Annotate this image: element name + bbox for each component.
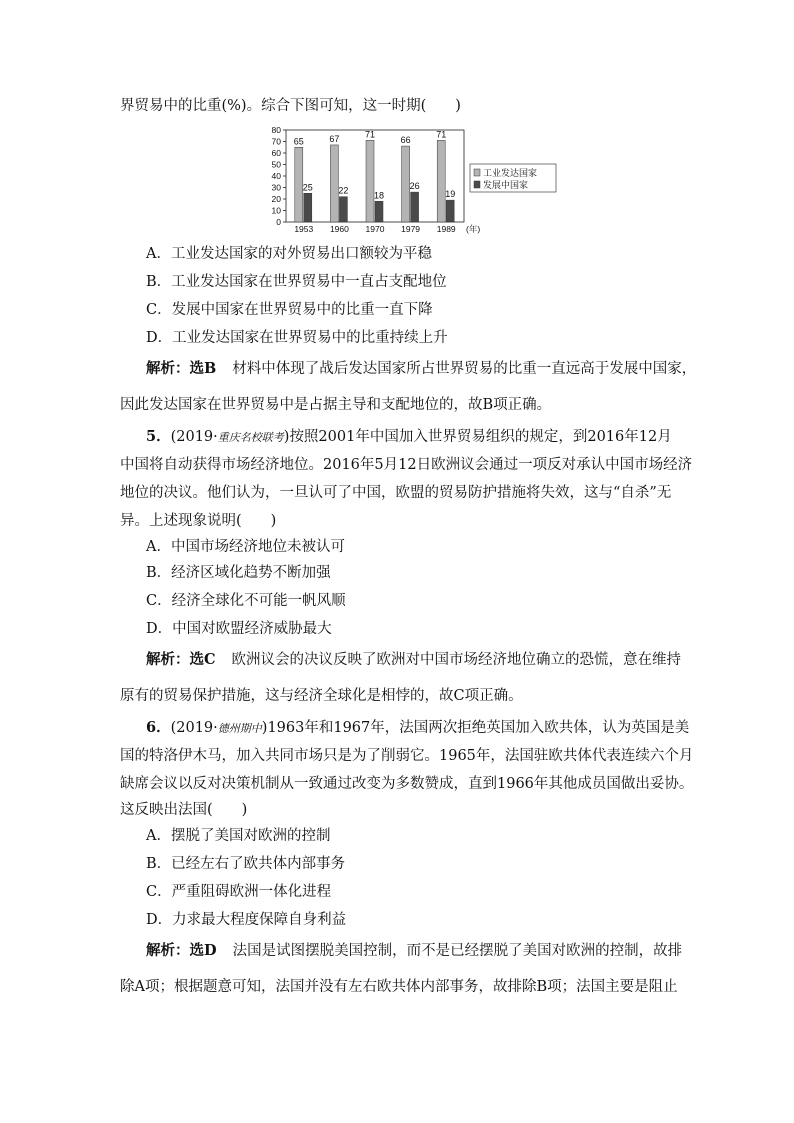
q5-analysis-line2: 原有的贸易保护措施，这与经济全球化是相悖的，故C项正确。 [120, 688, 523, 704]
q4-analysis-label: 解析：选B [146, 360, 217, 377]
q6-option-a: A．摆脱了美国对欧洲的控制 [146, 828, 331, 844]
q6-stem2: 国的特洛伊木马，加入共同市场只是为了削弱它。1965年，法国驻欧共体代表连续六个月 [120, 748, 694, 764]
y-tick-label: 40 [271, 171, 281, 181]
bar [339, 197, 347, 222]
bar [295, 147, 303, 222]
q6-stem1: 1963年和1967年，法国两次拒绝英国加入欧共体，认为英国是美 [267, 720, 690, 736]
q6-number: 6． [146, 719, 171, 736]
q6-option-d: D．力求最大程度保障自身利益 [146, 912, 347, 928]
x-tick-label: 1953 [294, 224, 314, 234]
bar [402, 146, 410, 222]
x-tick-label: 1960 [329, 224, 349, 234]
legend-swatch [474, 181, 480, 188]
x-tick-label: 1989 [436, 224, 456, 234]
bar-value-label: 18 [373, 190, 385, 201]
q4-option-a: A．工业发达国家的对外贸易出口额较为平稳 [146, 246, 432, 262]
q6-analysis-line1: 法国是试图摆脱美国控制，而不是已经摆脱了美国对欧洲的控制，故排 [232, 943, 683, 959]
bar-value-label: 66 [400, 135, 411, 146]
bar [375, 201, 383, 222]
q4-analysis [146, 359, 696, 379]
q6-stem4: 这反映出法国( ) [120, 802, 248, 818]
q5-source: 重庆名校联考 [217, 431, 284, 444]
q6-source: 德州期中 [217, 722, 262, 735]
bar [366, 140, 374, 222]
q5-option-a: A．中国市场经济地位未被认可 [146, 539, 345, 555]
q5-stem4: 异。上述现象说明( ) [120, 513, 277, 529]
legend-label: 发展中国家 [483, 180, 529, 190]
q6-stem-line1 [146, 718, 689, 739]
q5-year: (2019· [170, 429, 218, 445]
q5-option-c: C．经济全球化不可能一帆风顺 [146, 593, 346, 609]
x-tick-label: 1979 [401, 224, 421, 234]
q4-option-d: D．工业发达国家在世界贸易中的比重持续上升 [146, 330, 448, 346]
q5-analysis [146, 650, 681, 670]
x-tick-label: 1970 [365, 224, 385, 234]
y-tick-label: 70 [271, 136, 281, 147]
q6-option-c: C．严重阻碍欧洲一体化进程 [146, 884, 332, 900]
q5-stem-line1 [146, 427, 672, 448]
q5-source-close: ) [283, 429, 290, 445]
q5-stem1: 按照2001年中国加入世界贸易组织的规定，到2016年12月 [289, 429, 672, 445]
trade-share-chart [262, 124, 562, 240]
q6-option-b: B．已经左右了欧共体内部事务 [146, 856, 346, 872]
bar [330, 145, 338, 222]
q5-option-b: B．经济区域化趋势不断加强 [146, 565, 331, 581]
bar-value-label: 65 [293, 136, 304, 147]
bar-value-label: 25 [302, 182, 313, 193]
q5-stem2: 中国将自动获得市场经济地位。2016年5月12日欧洲议会通过一项反对承认中国市场经济 [120, 457, 693, 473]
q5-analysis-label: 解析：选C [146, 651, 216, 668]
q4-stem: 界贸易中的比重(%)。综合下图可知，这一时期( ) [120, 98, 461, 114]
q4-analysis-line2: 因此发达国家在世界贸易中是占据主导和支配地位的，故B项正确。 [120, 397, 552, 413]
q5-analysis-line1: 欧洲议会的决议反映了欧洲对中国市场经济地位确立的恐慌，意在维持 [231, 652, 682, 668]
q4-option-c: C．发展中国家在世界贸易中的比重一直下降 [146, 302, 433, 318]
bar [446, 200, 454, 222]
bar-value-label: 71 [364, 129, 376, 140]
q6-stem3: 缺席会议以反对决策机制从一致通过改变为多数赞成，直到1966年其他成员国做出妥协。 [120, 776, 694, 792]
q6-analysis-label: 解析：选D [146, 942, 217, 959]
q5-number: 5． [146, 428, 171, 445]
q6-analysis-line2: 除A项；根据题意可知，法国并没有左右欧共体内部事务，故排除B项；法国主要是阻止 [120, 979, 678, 995]
bar-value-label: 67 [329, 133, 340, 144]
x-axis-unit: (年) [466, 224, 481, 234]
bar-value-label: 19 [445, 189, 456, 200]
q4-option-b: B．工业发达国家在世界贸易中一直占支配地位 [146, 274, 447, 290]
bar-value-label: 22 [338, 185, 349, 196]
q5-option-d: D．中国对欧盟经济威胁最大 [146, 621, 332, 637]
legend-swatch [474, 169, 480, 176]
q6-analysis [146, 941, 682, 961]
bar-value-label: 26 [409, 181, 420, 192]
bar [411, 192, 419, 222]
bar-value-label: 71 [436, 129, 447, 140]
y-tick-label: 10 [271, 205, 281, 216]
y-tick-label: 0 [276, 217, 281, 227]
chart-svg [262, 124, 562, 240]
bar [304, 193, 312, 222]
y-tick-label: 30 [271, 182, 281, 193]
bar [437, 140, 445, 222]
q6-source-close: ) [261, 720, 268, 736]
y-tick-label: 50 [271, 159, 281, 170]
q6-year: (2019· [170, 720, 218, 736]
legend-label: 工业发达国家 [483, 168, 538, 178]
y-tick-label: 20 [271, 194, 281, 204]
q5-stem3: 地位的决议。他们认为，一旦认可了中国，欧盟的贸易防护措施将失效，这与“自杀”无 [120, 485, 672, 501]
y-tick-label: 60 [271, 148, 281, 158]
y-tick-label: 80 [271, 125, 281, 135]
q4-analysis-line1: 材料中体现了战后发达国家所占世界贸易的比重一直远高于发展中国家， [232, 361, 697, 377]
